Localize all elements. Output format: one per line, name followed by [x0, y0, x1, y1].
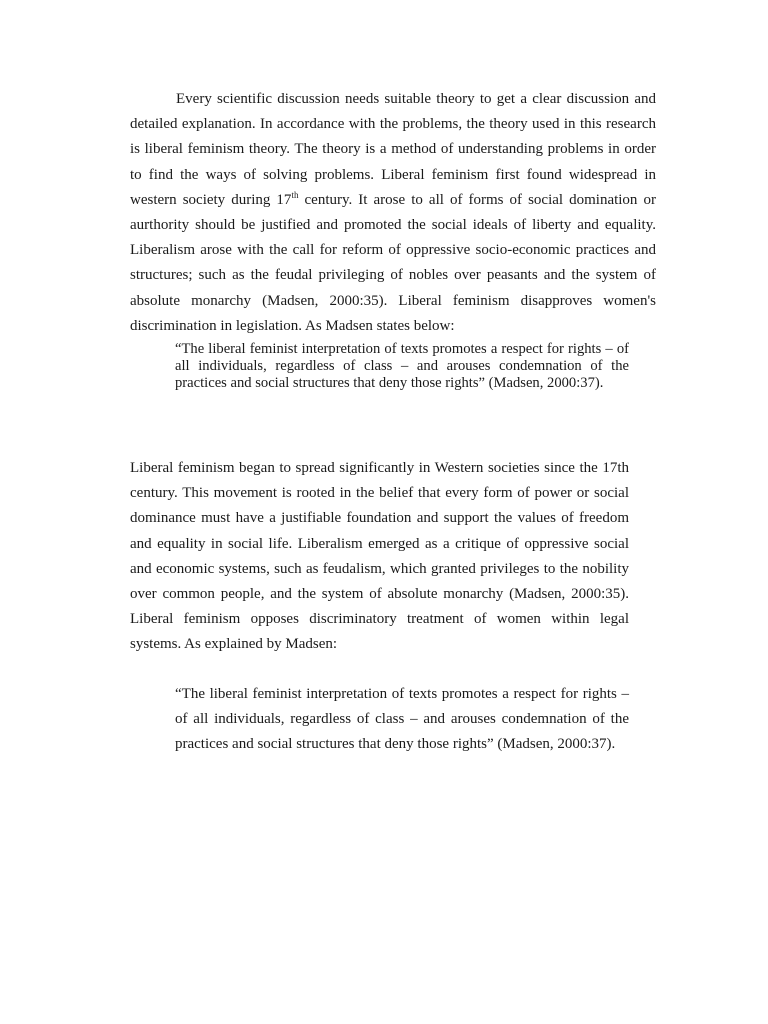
paragraph-1-text-b: century. It arose to all of forms of social domination or aurthority should be justified and promoted the social ideals of liberty and equality. Liberalism arose with the call for reform of oppressive socio-economic practices and structures; such as the feudal privileging of nobles over peasants and the system of absolute monarchy (Madsen, 2000:35). Liberal feminism disapproves women's discrimination in legislation. As Madsen states below: — [130, 191, 656, 334]
block-quote-2: “The liberal feminist interpretation of texts promotes a respect for rights – of all individuals, regardless of class – and arouses condemnation of the practices and social structures that deny those rights” (Madsen, 2000:37). — [175, 686, 629, 753]
ordinal-superscript: th — [291, 189, 299, 200]
body-paragraph-2: Liberal feminism began to spread significantly in Western societies since the 17th century. This movement is rooted in the belief that every form of power or social dominance must have a justifiable foundation and support the values of freedom and equality in social life. Liberalism emerged as a critique of oppressive social and economic systems, such as feudalism, which granted privileges to the nobility over common people, and the system of absolute monarchy (Madsen, 2000:35). Liberal feminism opposes discriminatory treatment of women within legal systems. As explained by Madsen: — [130, 460, 629, 653]
paragraph-1-text-a: Every scientific discussion needs suitable theory to get a clear discussion and detailed explanation. In accordance with the problems, the theory used in this research is liberal feminism theory. The theory is a method of understanding problems in order to find the ways of solving problems. Liberal feminism first found widespread in western society during 17 — [130, 91, 656, 208]
block-quote-1: “The liberal feminist interpretation of texts promotes a respect for rights – of all individuals, regardless of class – and arouses condemnation of the practices and social structures that deny those rights” (Madsen, 2000:37). — [175, 341, 629, 392]
body-paragraph-1 — [130, 87, 656, 339]
